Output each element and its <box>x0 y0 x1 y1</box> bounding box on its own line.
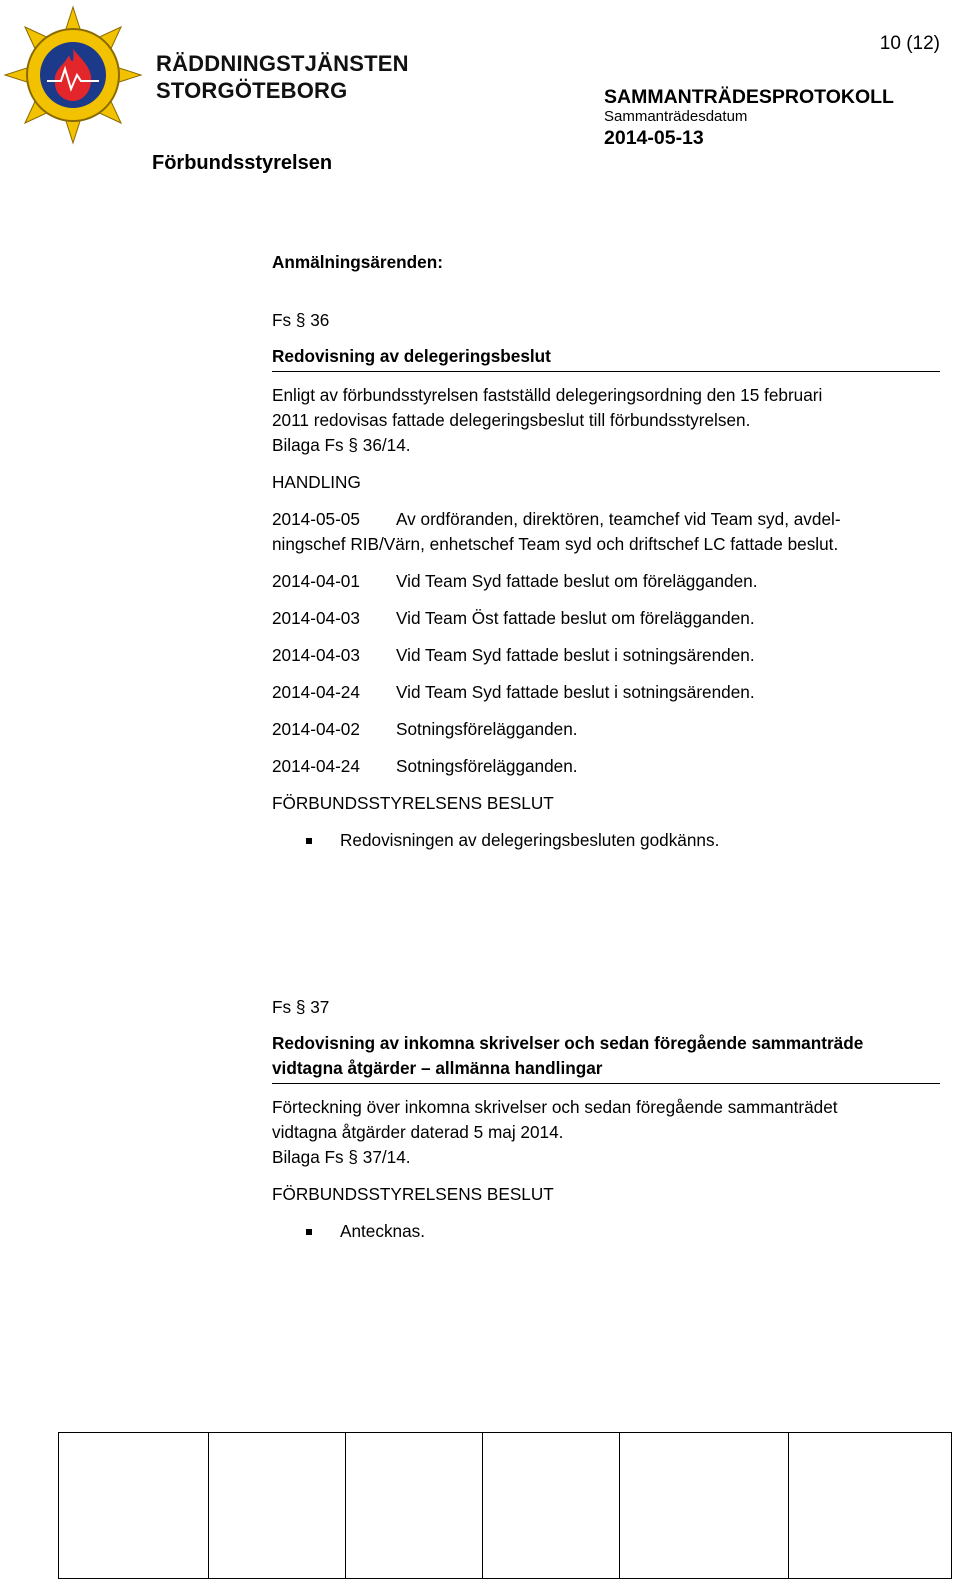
delegation-entry <box>272 606 940 631</box>
attachment-reference: Bilaga Fs § 36/14. <box>272 435 411 455</box>
protocol-title: SAMMANTRÄDESPROTOKOLL <box>604 86 894 108</box>
item-title-line: Redovisning av inkomna skrivelser och sedan föregående sammanträde <box>272 1033 864 1053</box>
organization-logo <box>2 4 144 146</box>
entry-date: 2014-04-24 <box>272 682 360 702</box>
decision-bullet <box>272 828 940 853</box>
meeting-date: 2014-05-13 <box>604 127 704 149</box>
entry-text: Vid Team Syd fattade beslut i sotningsärenden. <box>396 682 755 702</box>
item-number: Fs § 37 <box>272 997 330 1017</box>
signature-box <box>209 1433 346 1578</box>
signature-box <box>59 1433 209 1578</box>
item-intro-line: Enligt av förbundsstyrelsen fastställd delegeringsordning den 15 februari <box>272 385 823 405</box>
decision-text: Redovisningen av delegeringsbesluten godkänns. <box>340 830 720 850</box>
item-title: Redovisning av delegeringsbeslut <box>272 344 940 372</box>
entry-text: Vid Team Öst fattade beslut om förelägganden. <box>396 608 755 628</box>
entry-text: Sotningsförelägganden. <box>396 756 578 776</box>
decision-label: FÖRBUNDSSTYRELSENS BESLUT <box>272 1184 554 1204</box>
entry-date: 2014-04-03 <box>272 645 360 665</box>
entry-text-continued: ningschef RIB/Värn, enhetschef Team syd och driftschef LC fattade beslut. <box>272 534 839 554</box>
bullet-marker <box>306 1229 312 1235</box>
entry-date: 2014-04-02 <box>272 719 360 739</box>
page-number: 10 (12) <box>879 33 940 54</box>
organization-name <box>156 50 409 104</box>
delegation-entry <box>272 754 940 779</box>
decision-text: Antecknas. <box>340 1221 426 1241</box>
item-intro-line: Förteckning över inkomna skrivelser och sedan föregående sammanträdet <box>272 1097 838 1117</box>
delegation-entry <box>272 717 940 742</box>
delegation-entry <box>272 569 940 594</box>
entry-date: 2014-05-05 <box>272 509 360 529</box>
signature-box <box>620 1433 789 1578</box>
entry-date: 2014-04-24 <box>272 756 360 776</box>
entry-date: 2014-04-01 <box>272 571 360 591</box>
attachment-reference: Bilaga Fs § 37/14. <box>272 1147 411 1167</box>
signature-box <box>483 1433 620 1578</box>
item-number: Fs § 36 <box>272 310 330 330</box>
entry-text: Av ordföranden, direktören, teamchef vid Team syd, avdel- <box>396 509 841 529</box>
item-intro-line: 2011 redovisas fattade delegeringsbeslut till förbundsstyrelsen. <box>272 410 751 430</box>
delegation-entry <box>272 643 940 668</box>
item-title-line: vidtagna åtgärder – allmänna handlingar <box>272 1058 603 1078</box>
meeting-date-label: Sammanträdesdatum <box>604 108 748 125</box>
notifications-heading: Anmälningsärenden: <box>272 252 443 272</box>
document-body <box>272 250 940 1256</box>
organization-name-line1: RÄDDNINGSTJÄNSTEN <box>156 51 409 76</box>
signature-box-row <box>58 1432 952 1579</box>
entry-text: Vid Team Syd fattade beslut om förelägganden. <box>396 571 758 591</box>
bullet-marker <box>306 838 312 844</box>
decision-label: FÖRBUNDSSTYRELSENS BESLUT <box>272 793 554 813</box>
item-title <box>272 1031 940 1084</box>
signature-box <box>346 1433 483 1578</box>
delegation-entry <box>272 680 940 705</box>
decision-bullet <box>272 1219 940 1244</box>
entry-date: 2014-04-03 <box>272 608 360 628</box>
signature-box <box>789 1433 951 1578</box>
organization-name-line2: STORGÖTEBORG <box>156 78 348 103</box>
handling-label: HANDLING <box>272 472 361 492</box>
entry-text: Vid Team Syd fattade beslut i sotningsärenden. <box>396 645 755 665</box>
delegation-entry <box>272 507 940 557</box>
item-intro-line: vidtagna åtgärder daterad 5 maj 2014. <box>272 1122 564 1142</box>
board-name: Förbundsstyrelsen <box>152 152 333 174</box>
entry-text: Sotningsförelägganden. <box>396 719 578 739</box>
